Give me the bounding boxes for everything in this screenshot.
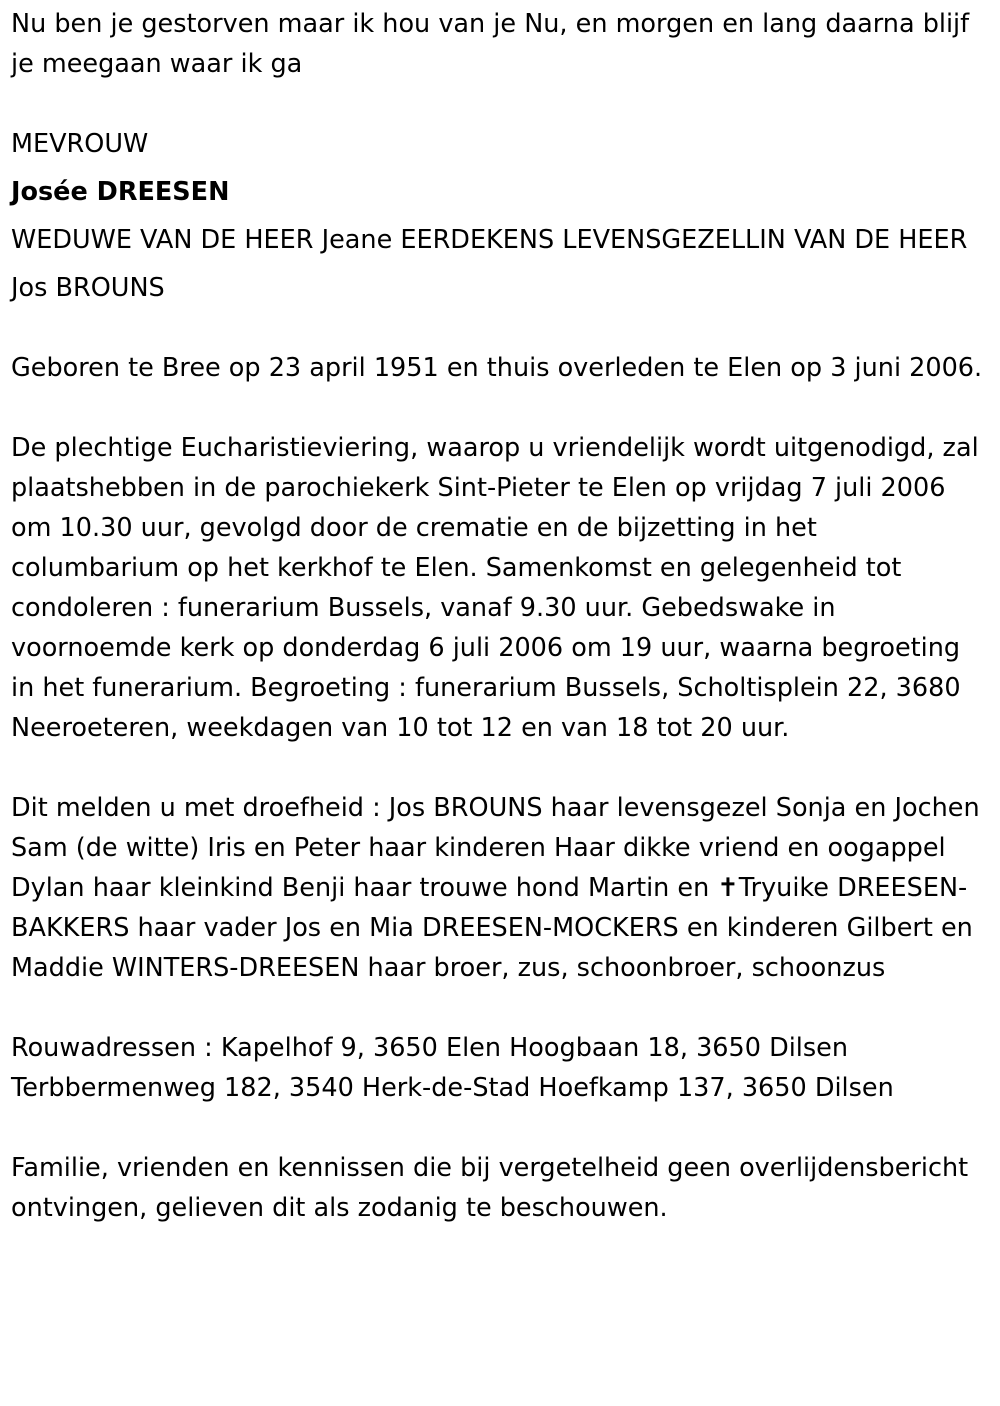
ceremony-text: De plechtige Eucharistieviering, waarop u vriendelijk wordt uitgenodigd, zal plaatshebben in de parochiekerk Sint-Pieter te Elen op vrijdag 7 juli 2006 om 10.30 uur, gevolgd door de crematie en de bijzetting in het columbarium op het kerkhof te Elen. Samenkomst en gelegenheid tot condoleren : funerarium Bussels, vanaf 9.30 uur. Gebedswake in voornoemde kerk op donderdag 6 juli 2006 om 19 uur, waarna begroeting in het funerarium. Begroeting : funerarium Bussels, Scholtisplein 22, 3680 Neeroeteren, weekdagen van 10 tot 12 en van 18 tot 20 uur. [11,433,979,743]
announcement-text [11,788,986,988]
closing-text: Familie, vrienden en kennissen die bij vergetelheid geen overlijdensbericht ontvingen, gelieven dit als zodanig te beschouwen. [11,1153,969,1223]
deceased-name: Josée DREESEN [11,177,230,207]
spacer [11,84,986,124]
spacer [11,748,986,788]
spacer [11,1108,986,1148]
obituary-document [11,4,986,1228]
salutation: MEVROUW [11,129,149,159]
relation-text: WEDUWE VAN DE HEER Jeane EERDEKENS LEVENSGEZELLIN VAN DE HEER [11,225,968,255]
announcement-part-2: Tryuike DREESEN-BAKKERS haar vader Jos en Mia DREESEN-MOCKERS en kinderen Gilbert en Maddie WINTERS-DREESEN haar broer, zus, schoonbroer, schoonzus [11,873,973,983]
spacer [11,308,986,348]
partner-name: Jos BROUNS [11,273,165,303]
cross-icon: ✝ [717,873,739,903]
poem-text: Nu ben je gestorven maar ik hou van je Nu, en morgen en lang daarna blijf je meegaan waar ik ga [11,9,970,79]
spacer [11,388,986,428]
announcement-part-1: Dit melden u met droefheid : Jos BROUNS haar levensgezel Sonja en Jochen Sam (de witte) Iris en Peter haar kinderen Haar dikke vriend en oogappel Dylan haar kleinkind Benji haar trouwe hond Martin en [11,793,980,903]
birth-death-text: Geboren te Bree op 23 april 1951 en thuis overleden te Elen op 3 juni 2006. [11,353,983,383]
spacer [11,988,986,1028]
addresses-text: Rouwadressen : Kapelhof 9, 3650 Elen Hoogbaan 18, 3650 Dilsen Terbbermenweg 182, 3540 Herk-de-Stad Hoefkamp 137, 3650 Dilsen [11,1033,894,1103]
